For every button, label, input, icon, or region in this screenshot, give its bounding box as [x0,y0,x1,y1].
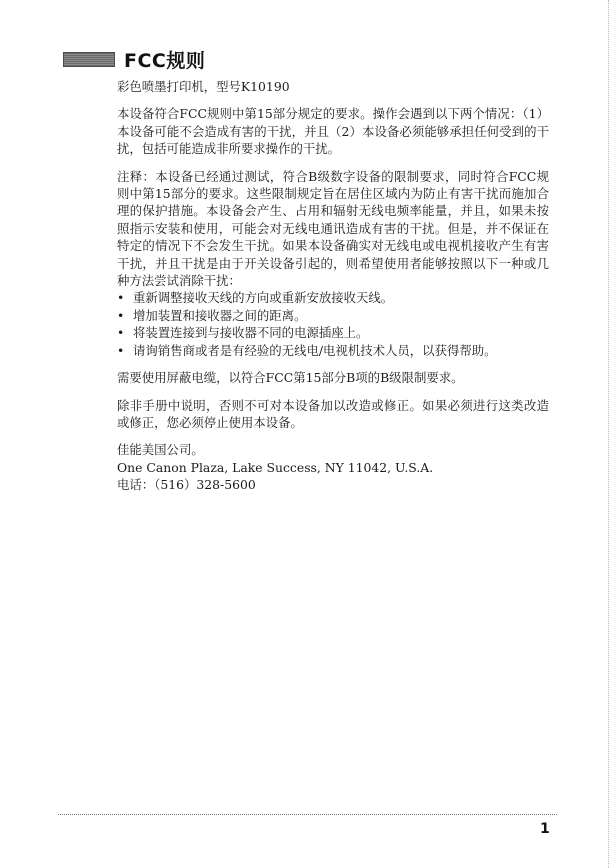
page-edge-line [607,0,609,868]
company-name: 佳能美国公司。 [117,442,204,458]
list-item: • 将装置连接到与接收器不同的电源插座上。 [117,324,549,341]
page-title: FCC规则 [124,49,206,72]
paragraph-shielded-cable: 需要使用屏蔽电缆，以符合FCC第15部分B项的B级限制要求。 [117,370,464,386]
content-body [117,78,549,494]
company-street: One Canon Plaza, Lake Success, NY 11042, U.S.A. [117,459,434,475]
heading-marker-bar [63,52,115,67]
interference-remedies-list [117,289,549,359]
paragraph-note: 注释：本设备已经通过测试，符合B级数字设备的限制要求，同时符合FCC规则中第15部分的要求。这些限制规定旨在居住区域内为防止有害干扰而施加合理的保护措施。本设备会产生、占用和辐射无线电频率能量，并且，如果未按照指示安装和使用，可能会对无线电通讯造成有害的干扰。但是，并不保证在特定的情况下不会发生干扰。如果本设备确实对无线电或电视机接收产生有害干扰，并且干扰是由于开关设备引起的，则希望使用者能够按照以下一种或几种方法尝试消除干扰： [117,168,549,289]
section-heading [63,46,205,72]
footer-divider [58,814,557,815]
company-phone: 电话：（516）328-5600 [117,477,256,493]
list-item: • 重新调整接收天线的方向或重新安放接收天线。 [117,289,549,306]
page-number: 1 [540,821,550,837]
product-subtitle: 彩色喷墨打印机，型号K10190 [117,79,290,94]
list-item: • 请询销售商或者是有经验的无线电/电视机技术人员，以获得帮助。 [117,342,549,359]
paragraph-modification: 除非手册中说明，否则不可对本设备加以改造或修正。如果必须进行这类改造或修正，您必须停止使用本设备。 [117,397,549,430]
company-address-block [117,441,549,493]
list-item: • 增加装置和接收器之间的距离。 [117,307,549,324]
paragraph-compliance: 本设备符合FCC规则中第15部分规定的要求。操作会遇到以下两个情况：（1）本设备可能不会造成有害的干扰，并且（2）本设备必须能够承担任何受到的干扰，包括可能造成非所要求操作的干扰。 [117,106,549,157]
